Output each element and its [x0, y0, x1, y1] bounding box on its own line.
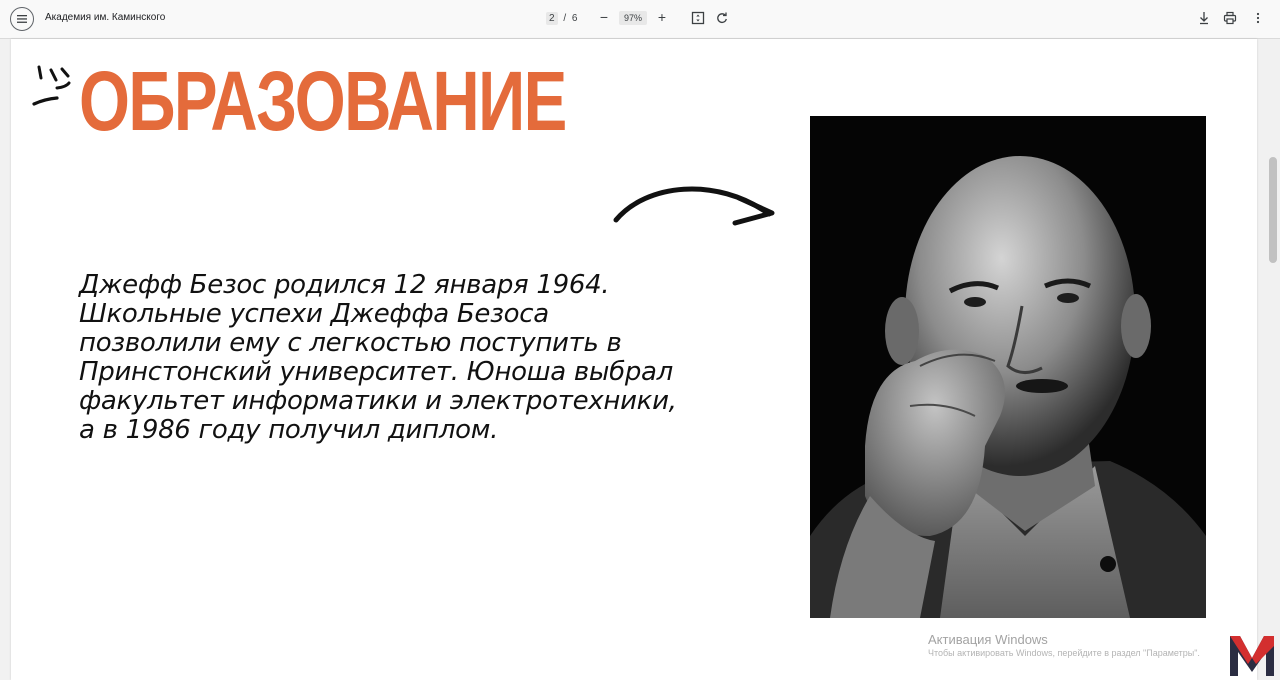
download-icon — [1197, 11, 1211, 25]
fit-page-button[interactable] — [691, 11, 705, 25]
rotate-icon — [715, 11, 729, 25]
curved-arrow-icon — [611, 176, 781, 231]
total-pages: 6 — [571, 13, 578, 24]
windows-activation-subtitle: Чтобы активировать Windows, перейдите в раздел "Параметры". — [928, 648, 1200, 658]
menu-icon — [17, 15, 27, 23]
more-options-button[interactable] — [1251, 11, 1265, 25]
print-button[interactable] — [1223, 11, 1237, 25]
m-logo-icon — [1228, 632, 1276, 678]
pdf-toolbar — [0, 0, 1280, 39]
doodle-accent-icon — [31, 64, 76, 109]
rotate-button[interactable] — [715, 11, 729, 25]
zoom-in-button[interactable]: + — [657, 9, 667, 25]
fit-page-icon — [691, 11, 705, 25]
portrait-image — [810, 116, 1206, 618]
current-page-input[interactable]: 2 — [546, 12, 558, 25]
pdf-page — [11, 39, 1257, 680]
slide-body-text: Джефф Безос родился 12 января 1964. Школьные успехи Джеффа Безоса позволили ему с легкостью поступить в Принстонский университет. Юноша выбрал факультет информатики и электротехники, а в 1986 году получил диплом. — [79, 270, 677, 445]
more-vert-icon — [1251, 11, 1265, 25]
portrait-photo — [810, 116, 1206, 618]
document-title: Академия им. Каминского — [45, 12, 166, 23]
page-navigation — [546, 12, 577, 25]
windows-activation-title: Активация Windows — [928, 632, 1048, 647]
vertical-scrollbar[interactable] — [1269, 157, 1277, 263]
slide-heading: ОБРАЗОВАНИЕ — [79, 54, 566, 148]
document-viewer[interactable] — [0, 39, 1280, 680]
print-icon — [1223, 11, 1237, 25]
menu-button[interactable] — [10, 7, 34, 31]
zoom-out-button[interactable]: − — [599, 9, 609, 25]
download-button[interactable] — [1197, 11, 1211, 25]
page-separator: / — [563, 13, 567, 24]
zoom-level-input[interactable]: 97% — [619, 11, 647, 25]
